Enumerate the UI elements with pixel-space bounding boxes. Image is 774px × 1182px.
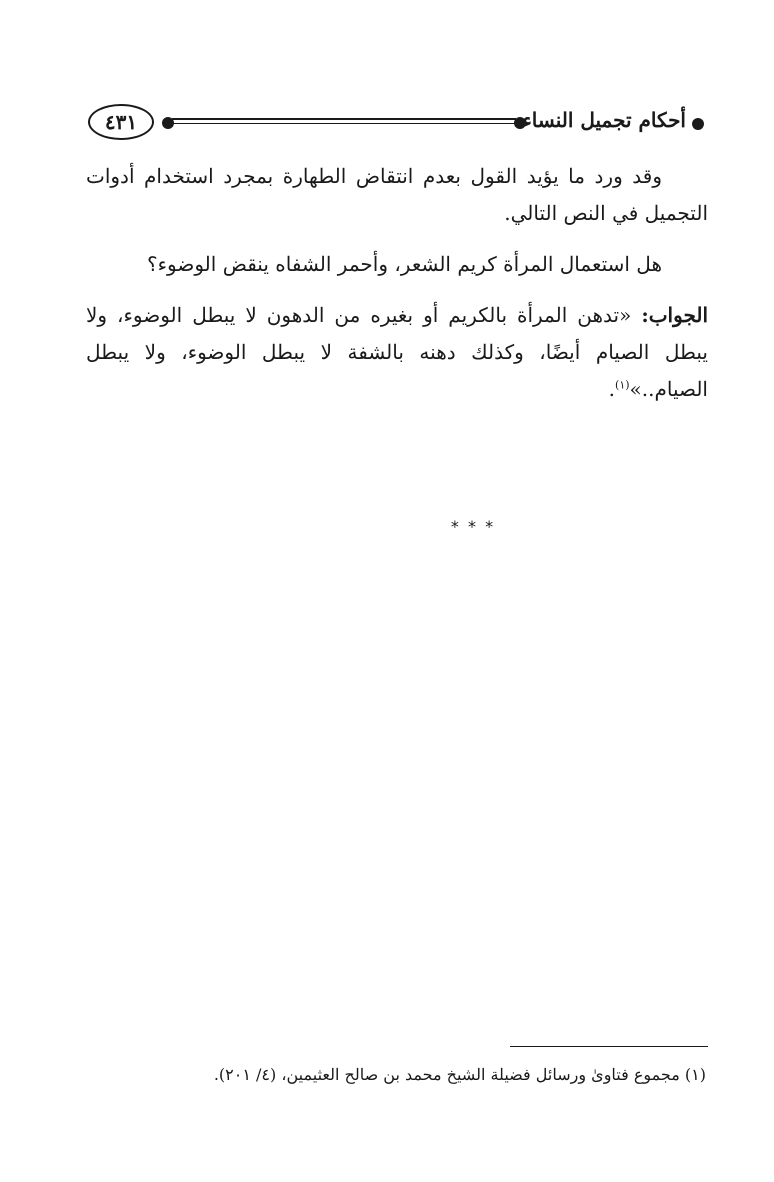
- paragraph-answer: [86, 297, 708, 408]
- header-ornament-dot-right: [692, 118, 704, 130]
- running-title: أحكام تجميل النساء: [522, 108, 686, 132]
- answer-text: «تدهن المرأة بالكريم أو بغيره من الدهون لا يبطل الوضوء، ولا يبطل الصيام أيضًا، وكذلك دهنه بالشفة لا يبطل الوضوء، ولا يبطل الصيام..»: [86, 303, 708, 401]
- paragraph-question: هل استعمال المرأة كريم الشعر، وأحمر الشفاه ينقض الوضوء؟: [147, 252, 662, 276]
- footnote: (١) مجموع فتاوىٰ ورسائل فضيلة الشيخ محمد بن صالح العثيمين، (٤/ ٢٠١).: [213, 1065, 706, 1084]
- footnote-rule: [510, 1046, 708, 1047]
- answer-end-mark: .: [608, 377, 616, 401]
- header-rule: [172, 118, 516, 124]
- main-text: [86, 158, 709, 536]
- section-separator: * * *: [450, 517, 496, 536]
- running-header: [88, 104, 710, 144]
- page-number: ٤٣١: [88, 104, 154, 140]
- footnote-reference: (١): [615, 378, 630, 392]
- answer-label: الجواب:: [641, 303, 709, 327]
- paragraph-intro: وقد ورد ما يؤيد القول بعدم انتقاض الطهارة بمجرد استخدام أدوات التجميل في النص التالي.: [86, 164, 708, 225]
